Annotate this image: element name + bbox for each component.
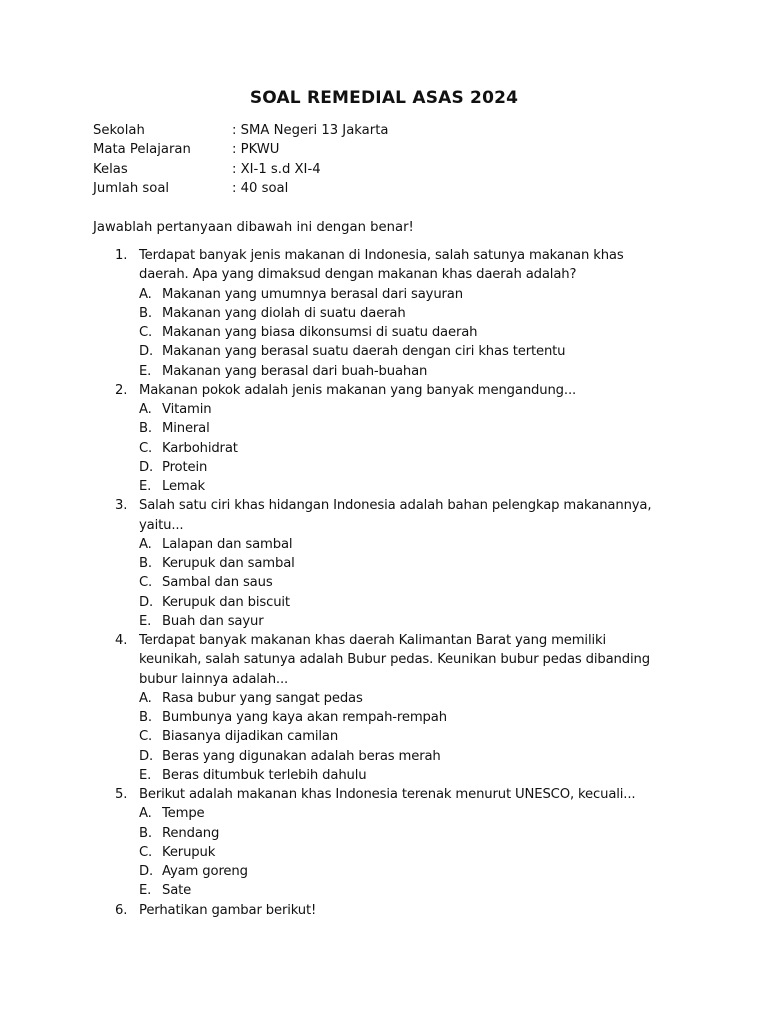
option-letter: C. — [139, 729, 153, 745]
option-text: Beras yang digunakan adalah beras merah — [162, 748, 441, 764]
option-text: Kerupuk dan biscuit — [162, 594, 290, 610]
option-text: Ayam goreng — [162, 864, 248, 879]
question-item — [93, 496, 683, 631]
option-text: Protein — [162, 459, 208, 475]
option-text: Makanan yang umumnya berasal dari sayuran — [162, 286, 463, 302]
answer-option — [93, 362, 683, 381]
option-letter: D. — [139, 864, 154, 879]
option-text: Rasa bubur yang sangat pedas — [162, 690, 363, 706]
question-number: 3. — [115, 498, 128, 514]
info-value: : PKWU — [232, 142, 280, 158]
option-text: Bumbunya yang kaya akan rempah-rempah — [162, 710, 447, 725]
answer-option — [93, 304, 683, 323]
option-letter: D. — [139, 594, 154, 610]
answer-option — [93, 708, 683, 727]
answer-option — [93, 689, 683, 708]
question-number: 2. — [115, 382, 128, 398]
option-letter: A. — [139, 690, 152, 706]
option-letter: E. — [139, 883, 152, 899]
question-text: Terdapat banyak makanan khas daerah Kalimantan Barat yang memiliki keunikah, salah satunya adalah Bubur pedas. Keunikan bubur pedas dibanding bubur lainnya adalah... — [139, 633, 650, 687]
answer-option — [93, 439, 683, 458]
option-text: Sambal dan saus — [162, 575, 273, 591]
answer-option — [93, 766, 683, 785]
info-value: : 40 soal — [232, 181, 289, 197]
option-letter: C. — [139, 844, 153, 860]
answer-option — [93, 804, 683, 823]
answer-option — [93, 554, 683, 573]
question-item — [93, 785, 683, 901]
answer-option — [93, 593, 683, 612]
option-text: Vitamin — [162, 402, 212, 417]
answer-option — [93, 285, 683, 304]
info-label: Sekolah — [93, 123, 145, 138]
option-text: Makanan yang berasal dari buah-buahan — [162, 363, 428, 379]
option-text: Lemak — [162, 479, 206, 494]
option-text: Mineral — [162, 421, 210, 437]
answer-option — [93, 843, 683, 862]
answer-option — [93, 342, 683, 361]
info-row-school — [93, 121, 388, 140]
question-item — [93, 901, 683, 920]
option-letter: E. — [139, 363, 152, 379]
option-text: Tempe — [162, 806, 205, 822]
question-item — [93, 381, 683, 497]
question-number: 5. — [115, 787, 128, 802]
option-letter: E. — [139, 479, 152, 494]
answer-option — [93, 535, 683, 554]
option-letter: C. — [139, 440, 153, 456]
option-letter: D. — [139, 344, 154, 360]
info-row-question-count — [93, 179, 388, 198]
option-text: Makanan yang diolah di suatu daerah — [162, 305, 406, 321]
info-row-class — [93, 160, 388, 179]
question-text: Terdapat banyak jenis makanan di Indonesia, salah satunya makanan khas daerah. Apa yang dimaksud dengan makanan khas daerah adalah? — [139, 248, 624, 283]
page-title: SOAL REMEDIAL ASAS 2024 — [249, 88, 519, 108]
answer-option — [93, 747, 683, 766]
option-letter: B. — [139, 421, 152, 437]
answer-option — [93, 323, 683, 342]
info-row-subject — [93, 140, 388, 159]
option-letter: D. — [139, 748, 154, 764]
option-letter: B. — [139, 556, 152, 571]
option-text: Lalapan dan sambal — [162, 536, 293, 552]
answer-option — [93, 881, 683, 900]
option-letter: A. — [139, 402, 152, 417]
exam-info-block — [93, 121, 388, 199]
answer-option — [93, 862, 683, 881]
option-text: Sate — [162, 883, 192, 899]
info-value: : SMA Negeri 13 Jakarta — [232, 123, 389, 138]
question-number: 6. — [115, 902, 128, 918]
option-letter: E. — [139, 613, 152, 629]
option-letter: A. — [139, 286, 152, 302]
option-letter: B. — [139, 825, 152, 841]
question-item — [93, 246, 683, 381]
answer-option — [93, 419, 683, 438]
info-label: Mata Pelajaran — [93, 142, 191, 158]
option-letter: A. — [139, 806, 152, 822]
option-letter: D. — [139, 459, 154, 475]
option-text: Makanan yang berasal suatu daerah dengan ciri khas tertentu — [162, 344, 566, 360]
question-text: Berikut adalah makanan khas Indonesia terenak menurut UNESCO, kecuali... — [139, 787, 636, 802]
option-text: Kerupuk dan sambal — [162, 556, 295, 571]
info-value: : XI-1 s.d XI-4 — [232, 161, 321, 177]
question-item — [93, 631, 683, 785]
question-number: 4. — [115, 633, 128, 648]
option-letter: A. — [139, 536, 152, 552]
option-letter: C. — [139, 325, 153, 340]
question-text: Makanan pokok adalah jenis makanan yang banyak mengandung... — [139, 382, 577, 398]
option-letter: B. — [139, 710, 152, 725]
answer-option — [93, 727, 683, 746]
option-text: Makanan yang biasa dikonsumsi di suatu daerah — [162, 325, 478, 340]
answer-option — [93, 458, 683, 477]
option-letter: C. — [139, 575, 153, 591]
answer-option — [93, 824, 683, 843]
answer-option — [93, 400, 683, 419]
option-text: Rendang — [162, 825, 220, 841]
question-text: Salah satu ciri khas hidangan Indonesia adalah bahan pelengkap makanannya, yaitu... — [139, 498, 652, 533]
question-text: Perhatikan gambar berikut! — [139, 902, 317, 918]
option-text: Beras ditumbuk terlebih dahulu — [162, 767, 367, 783]
answer-option — [93, 477, 683, 496]
option-text: Kerupuk — [162, 844, 216, 860]
info-label: Jumlah soal — [93, 181, 170, 197]
answer-option — [93, 573, 683, 592]
option-text: Karbohidrat — [162, 440, 238, 456]
option-text: Biasanya dijadikan camilan — [162, 729, 339, 745]
option-text: Buah dan sayur — [162, 613, 264, 629]
question-list — [93, 246, 683, 920]
info-label: Kelas — [93, 161, 128, 177]
answer-option — [93, 612, 683, 631]
option-letter: B. — [139, 305, 152, 321]
instruction-text: Jawablah pertanyaan dibawah ini dengan benar! — [93, 220, 414, 235]
question-number: 1. — [115, 248, 128, 263]
option-letter: E. — [139, 767, 152, 783]
